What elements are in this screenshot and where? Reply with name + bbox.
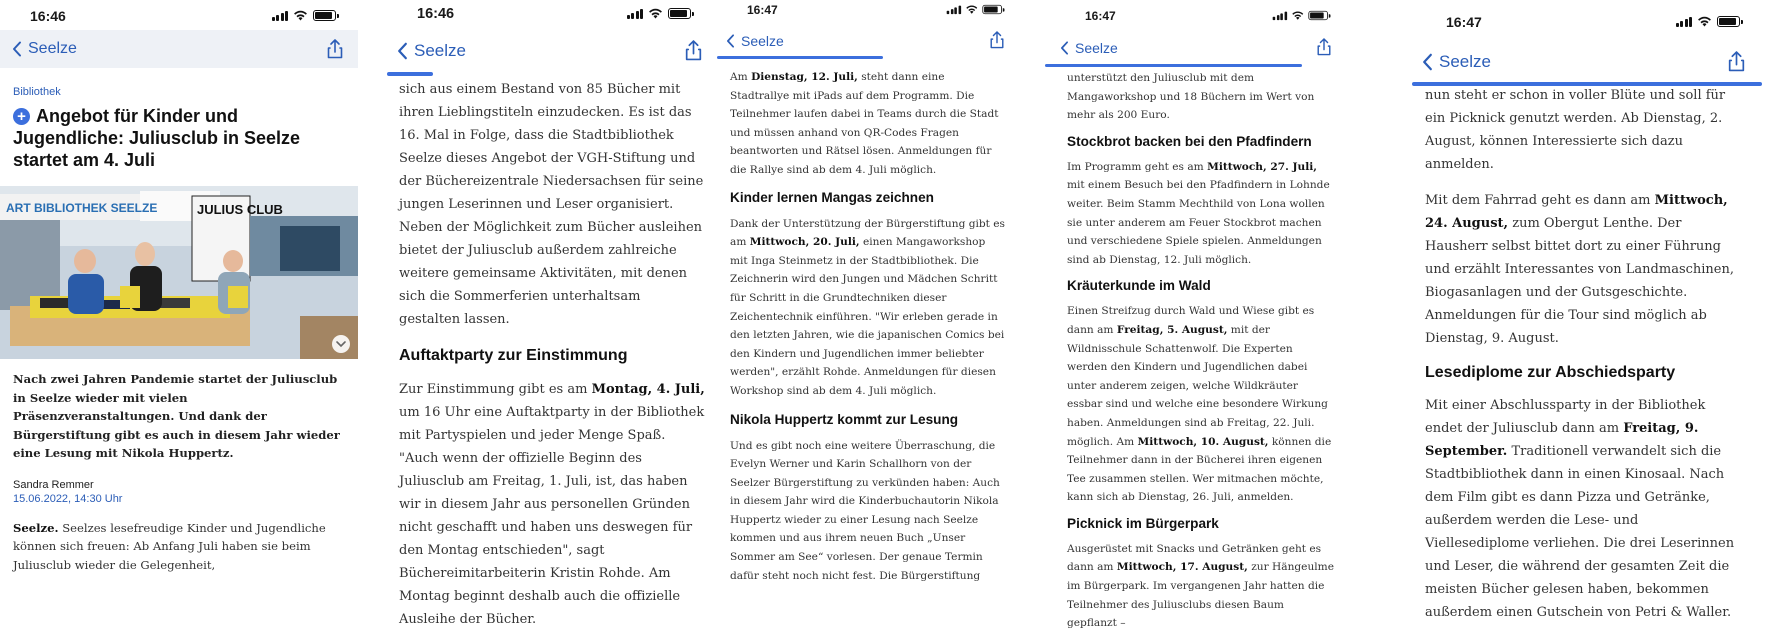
chevron-left-icon [726,34,735,48]
back-button[interactable] [1060,40,1118,56]
section-heading: Auftaktparty zur Einstimmung [399,347,628,364]
battery-icon [1307,11,1327,20]
article-category[interactable]: Bibliothek [13,86,61,98]
reading-progress-bar [387,72,433,76]
article-author: Sandra Remmer [13,478,94,491]
back-label: Seelze [414,41,466,60]
back-button[interactable] [1422,52,1491,72]
section-heading: Picknick im Bürgerpark [1067,515,1219,531]
expand-photo-button[interactable] [332,335,350,353]
signal-icon [1676,16,1693,27]
article-paragraph: Und es gibt noch eine weitere Überraschung, die Evelyn Werner und Karin Schallhorn von der Seelzer Bürgerstiftung zu verkünden haben: Auch in diesem Jahr wird die Kinderbuchautorin Nikola Huppertz wieder zu einer Lesung nach Seelze kommen und aus ihrem neuen Buch „Unser Sommer am See“ vorlesen. Der genaue Termin dafür steht noch nicht fest. Die Bürgerstiftung [730,439,1000,582]
battery-icon [313,10,336,21]
status-time: 16:47 [1446,14,1482,30]
reading-progress-bar [1045,64,1302,67]
status-bar [717,0,1019,30]
wifi-icon [1697,16,1712,27]
wifi-icon [648,8,663,19]
article-paragraph: Zur Einstimmung gibt es am Montag, 4. Juli, um 16 Uhr eine Auftaktparty in der Bibliothek mit Partyspielen und jeder Menge Spaß. "Auch wenn der offizielle Beginn des Juliusclub am Freitag, 1. Juli, ist, das haben wir in diesem Jahr aus personellen Gründen nicht geschafft und haben uns deswegen für den Montag entschieden", sagt Büchereimitarbeiterin Kristin Rohde. Am Montag beginnt deshalb auch die offizielle Ausleihe der Bücher. [399,382,705,627]
system-icons [1272,11,1327,20]
article-paragraph: unterstützt den Juliusclub mit dem Mangaworkshop und 18 Büchern im Wert von mehr als 200 Euro. [1067,72,1315,122]
chevron-left-icon [397,42,408,60]
status-bar [1045,0,1347,30]
wifi-icon [1290,11,1303,20]
back-label: Seelze [1439,52,1491,71]
screen-4 [1045,0,1347,630]
back-button[interactable] [397,41,466,61]
back-label: Seelze [741,33,784,49]
status-time: 16:47 [1085,9,1116,23]
section-heading: Kräuterkunde im Wald [1067,278,1211,294]
article-date: 15.06.2022, 14:30 Uhr [13,492,123,505]
nav-bar [387,34,717,68]
system-icons [946,5,1001,14]
article-paragraph: Am Dienstag, 12. Juli, steht dann eine Stadtrallye mit iPads auf dem Programm. Die Teilnehmer laufen dabei in Teams durch die Stadt und müssen anhand von QR-Codes Fragen beantworten und Rätsel lösen. Anmeldungen für die Rallye sind ab dem 4. Juli möglich. [730,71,999,176]
screen-5 [1412,0,1762,620]
photo-sign-right: JULIUS CLUB [197,202,283,217]
chevron-left-icon [1060,41,1069,55]
battery-icon [668,8,691,19]
article-paragraph: Mit dem Fahrrad geht es dann am Mittwoch, 24. August, zum Obergut Lenthe. Der Hausherr selbst bittet dort zu einer Führung und erzählt Interessantes von Landmaschinen, Biogasanlagen und der Gutsgeschichte. Anmeldungen für die Tour sind möglich ab Dienstag, 9. August. [1425,193,1734,346]
article-paragraph: Mit einer Abschlussparty in der Bibliothek endet der Juliusclub dann am Freitag, 9. September. Traditionell verwandelt sich die Stadtbibliothek dann in einen Kinosaal. Nach dem Film gibt es dann Pizza und Getränke, außerdem werden die Lese- und Viellesediplome verliehen. Die drei Leserinnen und Leser, die während der gesamten Zeit die meisten Bücher gelesen haben, bekommen außerdem einen Gutschein von Petri & Waller. [1425,398,1735,620]
system-icons [627,8,692,19]
status-bar [0,0,358,30]
article-paragraph: Einen Streifzug durch Wald und Wiese gibt es dann am Freitag, 5. August, mit der Wildnisschule Schattenwolf. Die Experten werden den Kindern und Jugendlichen dabei unter anderem zeigen, welche Wildkräuter essbar sind und welche eine besondere Wirkung haben. Anmeldungen sind ab Freitag, 22. Juli. möglich. Am Mittwoch, 10. August, können die Teilnehmer dann in der Bücherei ihren eigenen Tee zusammen stellen. Wer mitmachen möchte, kann sich ab Dienstag, 26. Juli, anmelden. [1067,305,1332,504]
chevron-left-icon [12,41,22,57]
article-paragraph: Im Programm geht es am Mittwoch, 27. Juli, mit einem Besuch bei den Pfadfindern in Lohnde weiter. Beim Stamm Mechthild von Lona wollen sie unter anderem am Feuer Stockbrot machen und verschiedene Spiele spielen. Anmeldungen sind ab Dienstag, 12. Juli möglich. [1067,160,1330,266]
back-label: Seelze [28,40,77,57]
article-photo[interactable] [0,186,358,359]
battery-icon [981,5,1001,14]
article-title: + Angebot für Kinder und Jugendliche: Juliusclub in Seelze startet am 4. Juli [13,106,301,170]
share-icon[interactable] [684,40,703,61]
signal-icon [272,10,289,21]
article-paragraph: Dank der Unterstützung der Bürgerstiftung gibt es am Mittwoch, 20. Juli, einen Mangaworkshop mit Inga Steinmetz in der Stadtbibliothek. Die Zeichnerin wird den Jungen und Mädchen Schritt für Schritt in die Grundtechniken dieser Zeichentechnik einführen. "Wir erleben gerade in den letzten Jahren, wie die japanischen Comics bei den Kindern und Jugendlichen immer beliebter werden", erzählt Rohde. Anmeldungen für diesen Workshop sind ab dem 4. Juli möglich. [730,217,1005,397]
screen-3 [717,0,1019,600]
status-time: 16:46 [417,6,455,22]
signal-icon [1272,11,1286,20]
share-icon[interactable] [1316,38,1332,56]
share-icon[interactable] [1727,51,1746,72]
photo-sign-left: ART BIBLIOTHEK SEELZE [6,201,158,215]
wifi-icon [964,5,977,14]
reading-progress-bar [717,56,883,59]
chevron-left-icon [1422,53,1433,71]
signal-icon [946,5,960,14]
system-icons [272,10,337,21]
nav-bar [717,28,1019,54]
wifi-icon [293,10,308,21]
article-paragraph: nun steht er schon in voller Blüte und soll für ein Picknick genutzt werden. Ab Dienstag, 2. August, können Interessierte sich dazu anmelden. [1425,88,1726,172]
nav-bar [1045,36,1347,60]
plus-icon: + [13,108,30,125]
back-label: Seelze [1075,40,1118,56]
photo-illustration [0,186,358,359]
section-heading: Kinder lernen Mangas zeichnen [730,189,934,205]
chevron-down-icon [336,341,346,348]
nav-bar [0,30,358,68]
back-button[interactable] [12,40,77,58]
system-icons [1676,16,1741,27]
signal-icon [627,8,644,19]
screen-1 [0,0,358,600]
status-time: 16:46 [30,8,66,24]
status-time: 16:47 [747,3,778,17]
status-bar [1412,0,1762,30]
article-paragraph: Ausgerüstet mit Snacks und Getränken geht es dann am Mittwoch, 17. August, zur Hängeulme im Bürgerpark. Im vergangenen Jahr hatten die Teilnehmer des Juliusclubs diesen Baum gepflanzt – [1067,542,1334,630]
article-paragraph: Seelze. Seelzes lesefreudige Kinder und Jugendliche können sich freuen: Ab Anfang Juli haben sie beim Juliusclub wieder die Gelegenheit, [13,520,326,572]
article-lead: Nach zwei Jahren Pandemie startet der Juliusclub in Seelze wieder mit vielen Präsenzveranstaltungen. Und dank der Bürgerstiftung gibt es auch in diesem Jahr wieder eine Lesung mit Nikola Huppertz. [13,372,340,460]
back-button[interactable] [726,33,784,49]
section-heading: Lesediplome zur Abschiedsparty [1425,364,1676,381]
section-heading: Nikola Huppertz kommt zur Lesung [730,411,959,427]
screen-2 [387,0,717,627]
section-heading: Stockbrot backen bei den Pfadfindern [1067,133,1312,149]
nav-bar [1412,47,1762,77]
share-icon[interactable] [326,39,344,59]
share-icon[interactable] [989,31,1005,49]
status-bar [387,0,717,30]
article-paragraph: sich aus einem Bestand von 85 Bücher mit ihren Lieblingstiteln einzudecken. Es ist das 16. Mal in Folge, dass die Stadtbibliothek Seelze dieses Angebot der VGH-Stiftung und der Büchereizentrale Niedersachsen für seine jungen Leserinnen und Leser organisiert. Neben der Möglichkeit zum Bücher ausleihen bietet der Juliusclub außerdem zahlreiche weitere gemeinsame Aktivitäten, mit denen sich die Sommerferien unterhaltsam gestalten lassen. [399,82,704,327]
battery-icon [1717,16,1740,27]
